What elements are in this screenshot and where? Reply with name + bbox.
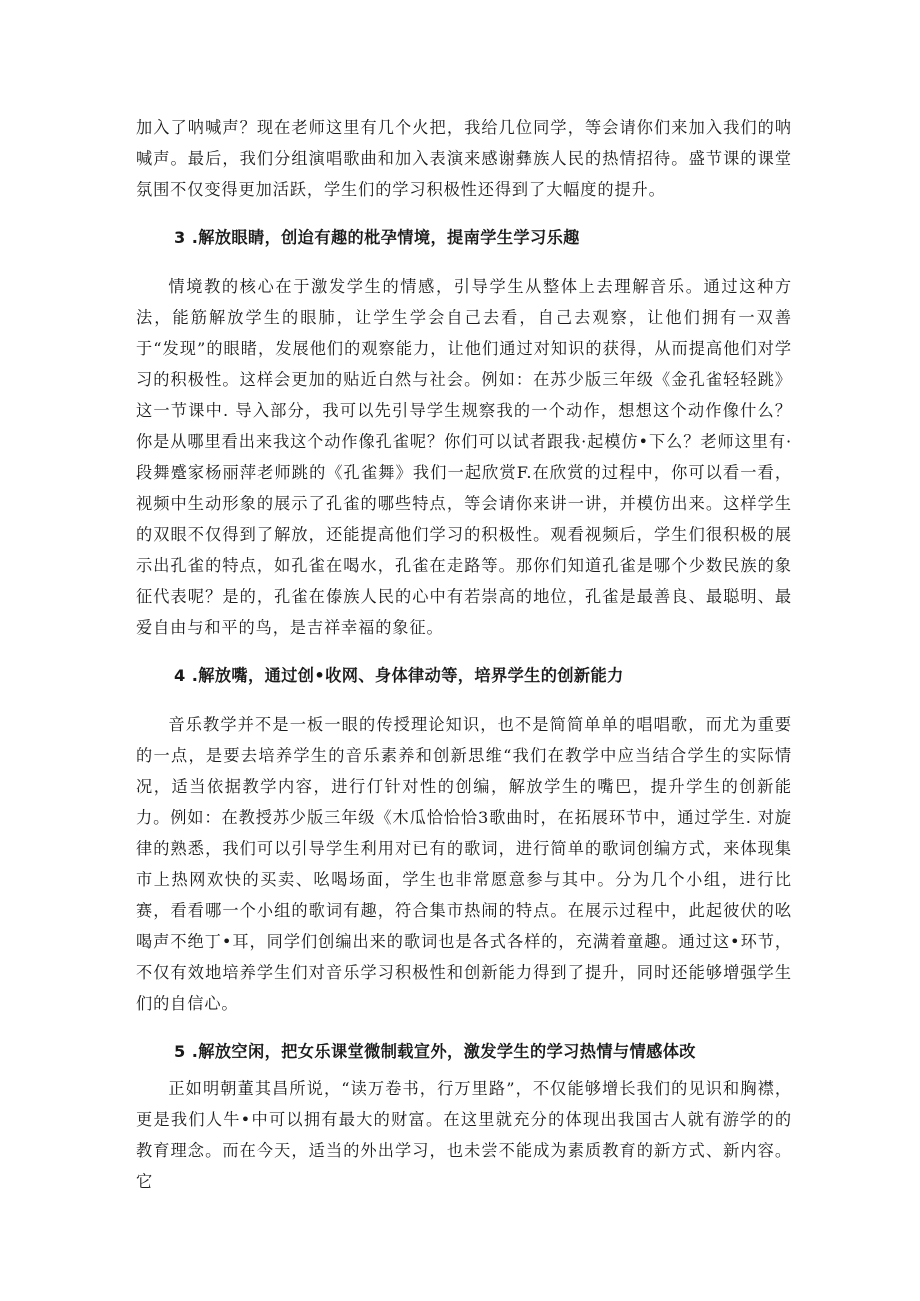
paragraph-section-3: 情境教的核心在于激发学生的情感，引导学生从整体上去理解音乐。通过这种方法，能筋解放学生的眼肺，让学生学会自己去看，自己去观察，让他们拥有一双善于“发现”的眼睹，发展他们的观察能力，让他们通过对知识的获得，从而提高他们对学习的积极性。这样会更加的贴近白然与社会。例如：在苏少版三年级《金孔雀轻轻跳》这一节课中. 导入部分，我可以先引导学生规察我的一个动作，想想这个动作像什么？你是从哪里看出来我这个动作像孔雀呢？你们可以试者跟我·起模仿•下么？老师这里有·段舞蹙家杨丽萍老师跳的《孔雀舞》我们一起欣赏F.在欣赏的过程中，你可以看一看，视频中生动形象的展示了孔雀的哪些特点，等会请你来讲一讲，并模仿出来。这样学生的双眼不仅得到了解放，还能提高他们学习的积极性。观看视频后，学生们很积极的展示出孔雀的特点，如孔雀在喝水，孔雀在走路等。那你们知道孔雀是哪个少数民族的象征代表呢？是的，孔雀在傣族人民的心中有若崇高的地位，孔雀是最善良、最聪明、最爱自由与和平的鸟，是吉祥幸福的象征。: [136, 277, 792, 637]
section-heading-3: 3 .解放眼睛，创迨有趣的枇孕情境，提南学生学习乐趣: [174, 228, 580, 247]
section-heading-4: 4 .解放嘴，通过创•收网、身体律动等，培界学生的创新能力: [174, 666, 624, 685]
paragraph-section-4: 音乐教学并不是一板一眼的传授理论知识，也不是简简单单的唱唱歌，而尤为重要的一点，是要去培养学生的音乐素养和创新思维“我们在教学中应当结合学生的实际情况，适当依据教学内容，进行仃针对性的创编，解放学生的嘴巴，提升学生的创新能力。例如：在教授苏少版三年级《木瓜恰恰恰3歌曲时，在拓展环节中，通过学生. 对旋律的熟悉，我们可以引导学生利用对已有的歌词，进行简单的歌词创编方式，来体现集市上热网欢快的买卖、吆喝场面，学生也非常愿意参与其中。分为几个小组，进行比赛，看看哪一个小组的歌词有趣，符合集市热闹的特点。在展示过程中，此起彼伏的吆喝声不绝丁•耳，同学们创编出来的歌词也是各式各样的，充满着童趣。通过这•环节，不仅有效地培养学生们对音乐学习积极性和创新能力得到了提升，同时还能够增强学生们的自信心。: [136, 715, 792, 1013]
paragraph-continued-intro: 加入了呐喊声？现在老师这里有几个火把，我给几位同学，等会请你们来加入我们的呐喊声。最后，我们分组演唱歌曲和加入表演来感谢彝族人民的热情招待。盛节课的课堂氛围不仅变得更加活跃，学生们的学习积极性还得到了大幅度的提升。: [136, 118, 792, 199]
section-heading-5: 5 .解放空闲，把女乐课堂微制载宣外，激发学生的学习热情与情感体改: [174, 1042, 696, 1061]
document-body: [136, 112, 792, 1197]
paragraph-section-5: 正如明朝董其昌所说，“读万卷书，行万里路”，不仅能够增长我们的见识和胸襟，更是我们人牛•中可以拥有最大的财富。在这里就充分的体现出我国古人就有游学的的教育理念。而在今天，适当的外出学习，也未尝不能成为素质教育的新方式、新内容。它: [136, 1079, 792, 1191]
